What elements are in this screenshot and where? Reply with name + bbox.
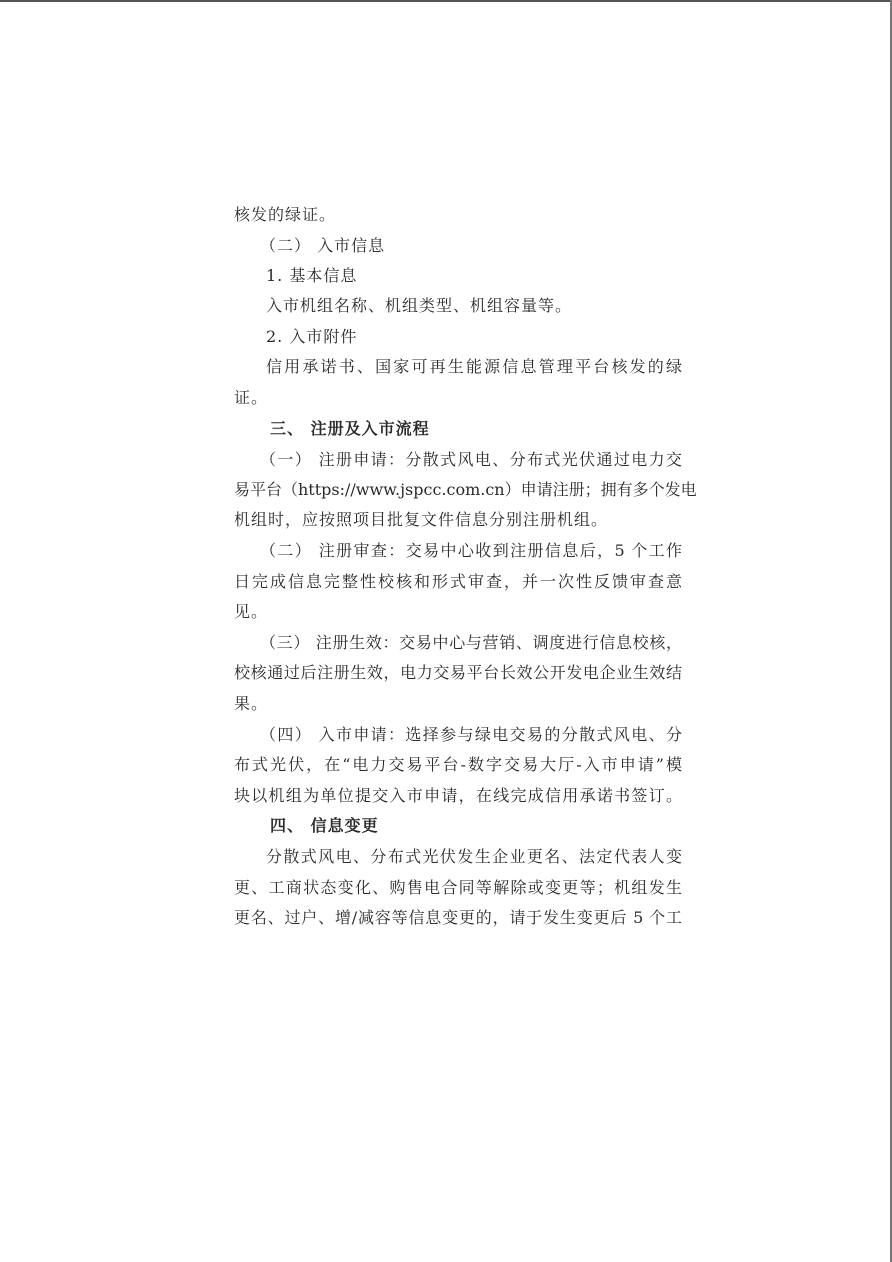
- text-line: 更名、过户、增/减容等信息变更的，请于发生变更后 5 个工: [234, 908, 682, 927]
- text-line: 信用承诺书、国家可再生能源信息管理平台核发的绿: [266, 357, 682, 376]
- text-line: 更、工商状态变化、购售电合同等解除或变更等；机组发生: [234, 878, 682, 897]
- text-line: 布式光伏，在“电力交易平台-数字交易大厅-入市申请”模: [234, 755, 682, 774]
- text-line: 易平台（https://www.jspcc.com.cn）申请注册；拥有多个发电: [234, 480, 697, 499]
- text-line: 日完成信息完整性校核和形式审查，并一次性反馈审查意: [234, 572, 682, 591]
- text-line: 分散式风电、分布式光伏发生企业更名、法定代表人变: [266, 847, 682, 866]
- page-top-edge: [0, 0, 892, 2]
- text-line: 核发的绿证。: [234, 205, 337, 224]
- text-line: 果。: [234, 694, 269, 713]
- section-heading: 四、 信息变更: [270, 816, 379, 835]
- text-line: （一） 注册申请：分散式风电、分布式光伏通过电力交: [260, 450, 682, 469]
- text-line: （二） 注册审查：交易中心收到注册信息后，5 个工作: [260, 541, 682, 560]
- text-line: （三） 注册生效：交易中心与营销、调度进行信息校核，: [260, 633, 682, 652]
- section-heading: 三、 注册及入市流程: [270, 419, 430, 438]
- subsection-heading: （二） 入市信息: [260, 236, 386, 255]
- text-line: 入市机组名称、机组类型、机组容量等。: [266, 296, 573, 315]
- item-heading: 1. 基本信息: [266, 266, 358, 285]
- text-line: 见。: [234, 602, 269, 621]
- text-line: 机组时，应按照项目批复文件信息分别注册机组。: [234, 510, 609, 529]
- text-line: 校核通过后注册生效，电力交易平台长效公开发电企业生效结: [234, 663, 682, 682]
- text-line: （四） 入市申请：选择参与绿电交易的分散式风电、分: [260, 725, 682, 744]
- text-line: 块以机组为单位提交入市申请，在线完成信用承诺书签订。: [234, 786, 682, 805]
- item-heading: 2. 入市附件: [266, 327, 358, 346]
- text-line: 证。: [234, 388, 269, 407]
